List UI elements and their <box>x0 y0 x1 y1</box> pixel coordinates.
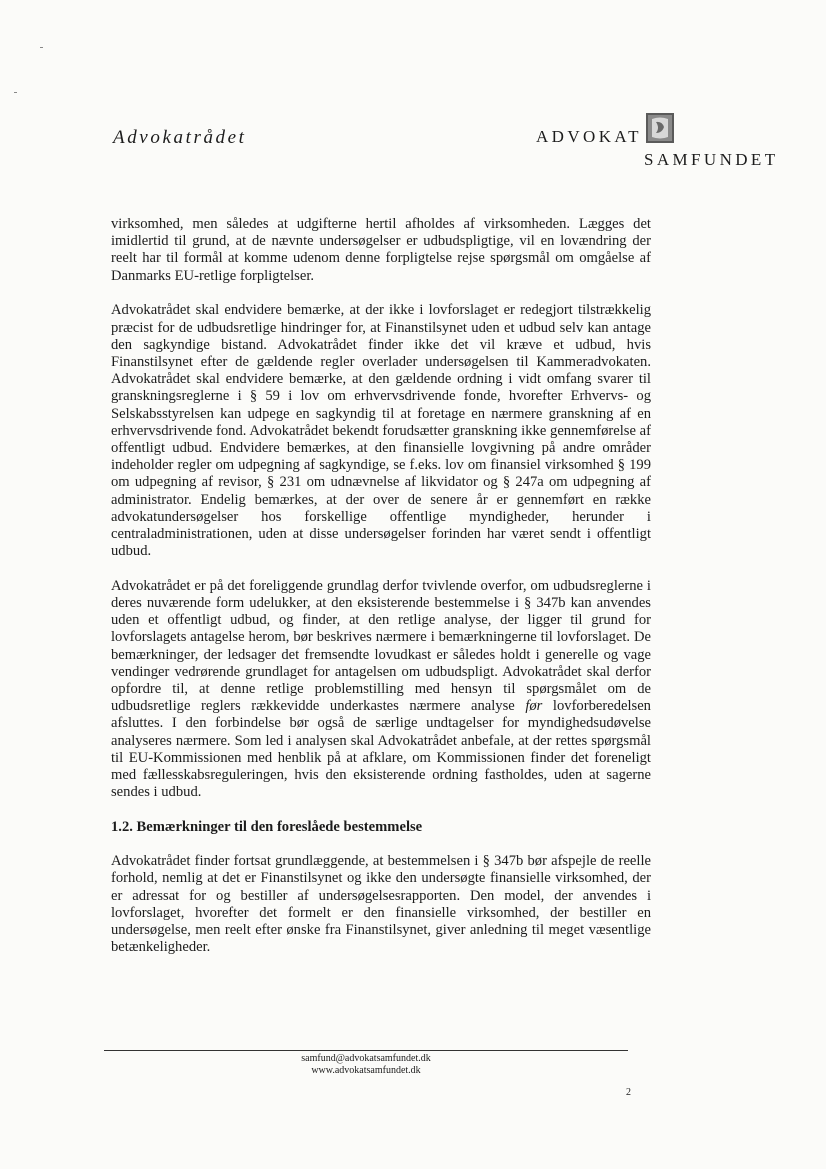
paragraph-3-emphasis: før <box>525 698 543 715</box>
paragraph-3-text: Advokatrådet er på det foreliggende grundlag derfor tvivlende overfor, om udbudsreglerne i deres nuværende form udelukker, at den eksisterende bestemmelse i § 347b kan anvendes uden et offentligt udbud, og finder, at den retlige analyse, der ligger til grund for lovforslagets antagelse herom, bør beskrives nærmere i bemærkningerne til lovforslaget. De bemærkninger, der ledsager det fremsendte lovudkast er således holdt i generelle og vage vendinger vedrørende grundlaget for antagelsen om udbudspligt. Advokatrådet skal derfor opfordre til, at denne retlige problemstilling med hensyn til spørgsmålet om de udbudsretlige reglers rækkevidde underkastes nærmere analyse <box>111 577 651 715</box>
logo-emblem-icon <box>646 113 674 143</box>
paragraph-1: virksomhed, men således at udgifterne hertil afholdes af virksomheden. Lægges det imidlertid til grund, at de nævnte undersøgelser er udbudspligtige, vil en lovændring der reelt har til formål at komme udenom denne forpligtelse rejse spørgsmål om omgåelse af Danmarks EU-retlige forpligtelser. <box>111 216 651 284</box>
footer-website[interactable]: www.advokatsamfundet.dk <box>311 1065 421 1076</box>
advokatsamfundet-logo <box>536 113 786 173</box>
section-heading: 1.2. Bemærkninger til den foreslåede bestemmelse <box>111 819 423 835</box>
paragraph-3-text-end: lovforberedelsen afsluttes. I den forbindelse bør også de særlige undtagelser for myndighedsudøvelse analyseres nærmere. Som led i analysen skal Advokatrådet anbefale, at der rettes spørgsmål til EU-Kommissionen med henblik på at afklare, om Kommissionen finder det foreneligt med fællesskabsreguleringen, hvis den eksisterende ordning fastholdes, uden at sagerne sendes i udbud. <box>111 698 651 801</box>
footer-divider <box>104 1050 628 1051</box>
paragraph-2: Advokatrådet skal endvidere bemærke, at der ikke i lovforslaget er redegjort tilstrækkelig præcist for de udbudsretlige hindringer for, at Finanstilsynet uden et udbud selv kan antage den sagkyndige bistand. Advokatrådet finder ikke det vil kræve et udbud, hvis Finanstilsynet efter de gældende regler overlader undersøgelsen til Kammeradvokaten. Advokatrådet skal endvidere bemærke, at den gældende ordning i vidt omfang svarer til granskningsreglerne i § 59 i lov om erhvervsdrivende fonde, hvorefter Erhvervs- og Selskabsstyrelsen kan udpege en sagkyndig til at foretage en nærmere granskning af en erhvervsdrivende fond. Advokatrådet bekendt forudsætter granskning ikke gennemførelse af offentligt udbud. Endvidere bemærkes, at den finansielle lovgivning på andre områder indeholder regler om udpegning af sagkyndige, se f.eks. lov om finansiel virksomhed § 199 om udpegning af revisor, § 231 om udnævnelse af likvidator og § 247a om udpegning af administrator. Endelig bemærkes, at der over de senere år er gennemført en række advokatundersøgelser hos forskellige offentlige myndigheder, herunder i centraladministrationen, uden at disse undersøgelser forinden har været sendt i offentligt udbud. <box>111 302 651 560</box>
footer-email[interactable]: samfund@advokatsamfundet.dk <box>301 1053 431 1064</box>
logo-text-bottom: SAMFUNDET <box>644 150 779 169</box>
paragraph-3 <box>111 578 651 802</box>
page-number: 2 <box>626 1087 631 1098</box>
scan-speck <box>14 92 17 93</box>
paragraph-4: Advokatrådet finder fortsat grundlæggende, at bestemmelsen i § 347b bør afspejle de reelle forhold, nemlig at det er Finanstilsynet og ikke den undersøgte finansielle virksomhed, der er adressat for og bestiller af undersøgelsesrapporten. Den model, der anvendes i lovforslaget, hvorefter det formelt er den finansielle virksomhed, der bestiller en undersøgelse, men reelt efter ønske fra Finanstilsynet, giver anledning til meget væsentlige betænkeligheder. <box>111 853 651 956</box>
header-title: Advokatrådet <box>113 127 247 148</box>
logo-text-top: ADVOKAT <box>536 127 642 146</box>
document-body <box>111 216 651 974</box>
scan-speck <box>40 47 43 48</box>
